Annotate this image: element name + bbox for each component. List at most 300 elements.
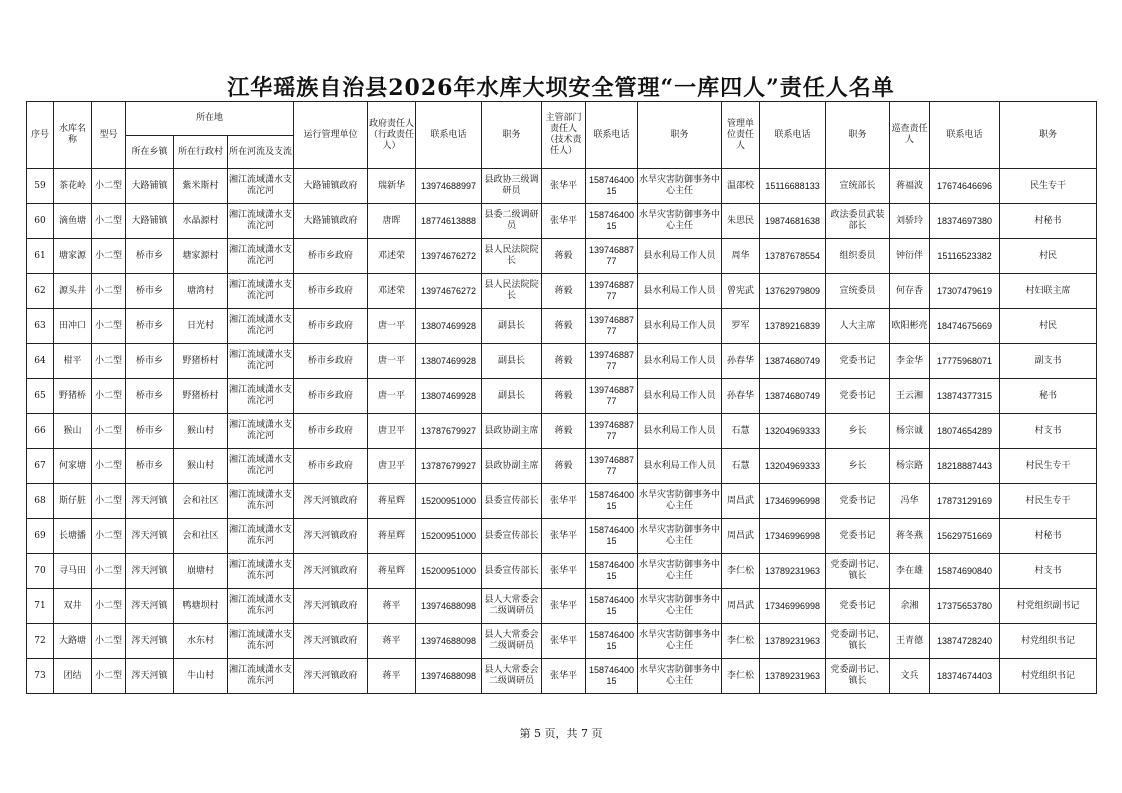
page-title: 江华瑶族自治县2026年水库大坝安全管理“一库四人”责任人名单 — [227, 75, 895, 101]
cell-patrol-title: 村支书 — [1000, 414, 1097, 449]
cell-patrol-phone: 17873129169 — [930, 484, 1000, 519]
cell-mgmt-title: 乡长 — [826, 414, 890, 449]
cell-gov-person: 蒋星辉 — [368, 484, 416, 519]
cell-tech-phone: 13974688777 — [586, 344, 638, 379]
cell-gov-phone: 15200951000 — [416, 484, 482, 519]
cell-mgmt-title: 党委书记 — [826, 344, 890, 379]
cell-patrol-title: 秘书 — [1000, 379, 1097, 414]
cell-gov-person: 瑞新华 — [368, 169, 416, 204]
cell-operating-unit: 涔天河镇政府 — [294, 659, 368, 694]
cell-river: 湘江流域潇水支流沱河 — [228, 379, 294, 414]
cell-reservoir-name: 塘家源 — [54, 239, 92, 274]
cell-gov-phone: 13974688098 — [416, 589, 482, 624]
cell-gov-title: 县委二级调研员 — [482, 204, 542, 239]
header-tech-title: 职务 — [638, 102, 722, 169]
cell-operating-unit: 涔天河镇政府 — [294, 554, 368, 589]
cell-patrol-phone: 18374697380 — [930, 204, 1000, 239]
cell-gov-title: 县人大常委会二级调研员 — [482, 589, 542, 624]
cell-village: 鸭塘坝村 — [174, 589, 228, 624]
cell-type: 小二型 — [92, 169, 126, 204]
cell-mgmt-person: 石慧 — [722, 449, 760, 484]
cell-town: 涔天河镇 — [126, 589, 174, 624]
cell-tech-phone: 13974688777 — [586, 379, 638, 414]
table-row — [27, 204, 1097, 239]
cell-reservoir-name: 大路塘 — [54, 624, 92, 659]
cell-no: 65 — [27, 379, 54, 414]
cell-patrol-phone: 15629751669 — [930, 519, 1000, 554]
cell-river: 湘江流域潇水支流沱河 — [228, 204, 294, 239]
cell-patrol-phone: 17375653780 — [930, 589, 1000, 624]
cell-type: 小二型 — [92, 344, 126, 379]
cell-no: 72 — [27, 624, 54, 659]
table-body — [27, 169, 1097, 694]
cell-mgmt-phone: 13874680749 — [760, 379, 826, 414]
cell-gov-person: 唐一平 — [368, 309, 416, 344]
cell-mgmt-person: 曾宪武 — [722, 274, 760, 309]
cell-operating-unit: 大路铺镇政府 — [294, 169, 368, 204]
cell-village: 会和社区 — [174, 519, 228, 554]
cell-gov-title: 县委宣传部长 — [482, 554, 542, 589]
cell-town: 桥市乡 — [126, 449, 174, 484]
cell-patrol-phone: 17307479619 — [930, 274, 1000, 309]
cell-type: 小二型 — [92, 274, 126, 309]
cell-patrol-person: 何存香 — [890, 274, 930, 309]
header-mgmt-title: 职务 — [826, 102, 890, 169]
cell-town: 涔天河镇 — [126, 554, 174, 589]
cell-tech-title: 水旱灾害防御事务中心主任 — [638, 624, 722, 659]
cell-town: 涔天河镇 — [126, 659, 174, 694]
cell-tech-person: 蒋毅 — [542, 344, 586, 379]
cell-gov-title: 副县长 — [482, 309, 542, 344]
cell-river: 湘江流域潇水支流沱河 — [228, 274, 294, 309]
table-row — [27, 274, 1097, 309]
header-town: 所在乡镇 — [126, 136, 174, 169]
cell-tech-title: 县水利局工作人员 — [638, 449, 722, 484]
cell-town: 桥市乡 — [126, 414, 174, 449]
responsibility-table — [26, 101, 1097, 694]
page-number: 第 5 页，共 7 页 — [519, 727, 603, 740]
cell-tech-person: 蒋毅 — [542, 274, 586, 309]
cell-village: 日光村 — [174, 309, 228, 344]
cell-gov-title: 县政协副主席 — [482, 449, 542, 484]
cell-patrol-phone: 18218887443 — [930, 449, 1000, 484]
cell-reservoir-name: 柑平 — [54, 344, 92, 379]
cell-gov-title: 县政协副主席 — [482, 414, 542, 449]
cell-type: 小二型 — [92, 449, 126, 484]
cell-mgmt-title: 党委副书记、镇长 — [826, 554, 890, 589]
cell-mgmt-phone: 13762979809 — [760, 274, 826, 309]
header-gov-phone: 联系电话 — [416, 102, 482, 169]
cell-gov-title: 县委宣传部长 — [482, 484, 542, 519]
header-patrol-phone: 联系电话 — [930, 102, 1000, 169]
cell-mgmt-title: 人大主席 — [826, 309, 890, 344]
cell-mgmt-phone: 13789231963 — [760, 624, 826, 659]
cell-tech-phone: 15874640015 — [586, 204, 638, 239]
cell-tech-person: 蒋毅 — [542, 449, 586, 484]
cell-patrol-phone: 15874690840 — [930, 554, 1000, 589]
cell-type: 小二型 — [92, 379, 126, 414]
header-tech-phone: 联系电话 — [586, 102, 638, 169]
cell-gov-person: 唐一平 — [368, 344, 416, 379]
cell-gov-phone: 15200951000 — [416, 519, 482, 554]
cell-type: 小二型 — [92, 554, 126, 589]
table-row — [27, 169, 1097, 204]
header-operating-unit: 运行管理单位 — [294, 102, 368, 169]
cell-mgmt-person: 李仁松 — [722, 624, 760, 659]
cell-reservoir-name: 茶花岭 — [54, 169, 92, 204]
cell-tech-title: 水旱灾害防御事务中心主任 — [638, 519, 722, 554]
cell-gov-person: 邓述荣 — [368, 274, 416, 309]
cell-type: 小二型 — [92, 624, 126, 659]
cell-mgmt-person: 罗军 — [722, 309, 760, 344]
cell-town: 涔天河镇 — [126, 519, 174, 554]
cell-tech-title: 县水利局工作人员 — [638, 379, 722, 414]
cell-reservoir-name: 寻马田 — [54, 554, 92, 589]
cell-no: 61 — [27, 239, 54, 274]
cell-patrol-title: 村民 — [1000, 239, 1097, 274]
cell-mgmt-phone: 15116688133 — [760, 169, 826, 204]
cell-reservoir-name: 团结 — [54, 659, 92, 694]
cell-no: 63 — [27, 309, 54, 344]
cell-no: 66 — [27, 414, 54, 449]
cell-patrol-phone: 17674646696 — [930, 169, 1000, 204]
header-mgmt-person: 管理单位责任人 — [722, 102, 760, 169]
cell-reservoir-name: 双井 — [54, 589, 92, 624]
cell-mgmt-title: 宣统委员 — [826, 274, 890, 309]
cell-tech-title: 水旱灾害防御事务中心主任 — [638, 169, 722, 204]
cell-river: 湘江流域潇水支流沱河 — [228, 344, 294, 379]
cell-mgmt-phone: 13204969333 — [760, 449, 826, 484]
cell-gov-person: 蒋星辉 — [368, 554, 416, 589]
cell-mgmt-person: 李仁松 — [722, 659, 760, 694]
cell-mgmt-person: 周华 — [722, 239, 760, 274]
cell-village: 猴山村 — [174, 449, 228, 484]
cell-village: 水晶源村 — [174, 204, 228, 239]
cell-reservoir-name: 长塘播 — [54, 519, 92, 554]
cell-mgmt-phone: 13789216839 — [760, 309, 826, 344]
cell-village: 野猪桥村 — [174, 344, 228, 379]
cell-village: 野猪桥村 — [174, 379, 228, 414]
cell-tech-phone: 15874640015 — [586, 659, 638, 694]
cell-operating-unit: 桥市乡政府 — [294, 274, 368, 309]
cell-patrol-title: 村党组织书记 — [1000, 624, 1097, 659]
cell-tech-person: 张华平 — [542, 554, 586, 589]
cell-reservoir-name: 田冲口 — [54, 309, 92, 344]
cell-patrol-person: 杨宗路 — [890, 449, 930, 484]
cell-patrol-person: 蒋福波 — [890, 169, 930, 204]
cell-mgmt-phone: 13787678554 — [760, 239, 826, 274]
cell-patrol-person: 杨宗诚 — [890, 414, 930, 449]
cell-tech-person: 张华平 — [542, 484, 586, 519]
cell-village: 水东村 — [174, 624, 228, 659]
cell-mgmt-person: 周昌武 — [722, 519, 760, 554]
cell-mgmt-title: 宣统部长 — [826, 169, 890, 204]
table-row — [27, 449, 1097, 484]
cell-patrol-title: 村党组织书记 — [1000, 659, 1097, 694]
cell-tech-title: 水旱灾害防御事务中心主任 — [638, 204, 722, 239]
cell-town: 桥市乡 — [126, 274, 174, 309]
cell-operating-unit: 桥市乡政府 — [294, 449, 368, 484]
cell-reservoir-name: 野猪桥 — [54, 379, 92, 414]
cell-patrol-person: 王青德 — [890, 624, 930, 659]
cell-patrol-phone: 18374674403 — [930, 659, 1000, 694]
cell-patrol-title: 村民生专干 — [1000, 484, 1097, 519]
cell-mgmt-person: 石慧 — [722, 414, 760, 449]
cell-village: 会和社区 — [174, 484, 228, 519]
cell-no: 59 — [27, 169, 54, 204]
cell-tech-person: 蒋毅 — [542, 239, 586, 274]
cell-gov-person: 唐卫平 — [368, 414, 416, 449]
cell-mgmt-title: 党委书记 — [826, 379, 890, 414]
cell-patrol-phone: 13874377315 — [930, 379, 1000, 414]
cell-mgmt-person: 孙春华 — [722, 379, 760, 414]
table-row — [27, 414, 1097, 449]
cell-village: 紫米斯村 — [174, 169, 228, 204]
cell-mgmt-title: 政法委员武装部长 — [826, 204, 890, 239]
cell-mgmt-person: 周昌武 — [722, 589, 760, 624]
cell-river: 湘江流域潇水支流沱河 — [228, 414, 294, 449]
cell-operating-unit: 桥市乡政府 — [294, 414, 368, 449]
cell-patrol-person: 文兵 — [890, 659, 930, 694]
cell-mgmt-phone: 17346996998 — [760, 519, 826, 554]
cell-gov-person: 蒋平 — [368, 624, 416, 659]
cell-patrol-phone: 15116523382 — [930, 239, 1000, 274]
cell-tech-phone: 13974688777 — [586, 414, 638, 449]
cell-mgmt-person: 朱思民 — [722, 204, 760, 239]
cell-no: 70 — [27, 554, 54, 589]
cell-patrol-person: 李金华 — [890, 344, 930, 379]
cell-gov-phone: 13807469928 — [416, 309, 482, 344]
cell-gov-person: 唐卫平 — [368, 449, 416, 484]
cell-village: 牛山村 — [174, 659, 228, 694]
cell-patrol-title: 民生专干 — [1000, 169, 1097, 204]
cell-gov-title: 副县长 — [482, 344, 542, 379]
cell-tech-title: 水旱灾害防御事务中心主任 — [638, 554, 722, 589]
table-row — [27, 519, 1097, 554]
cell-type: 小二型 — [92, 309, 126, 344]
cell-tech-phone: 15874640015 — [586, 589, 638, 624]
cell-town: 涔天河镇 — [126, 624, 174, 659]
cell-patrol-title: 村支书 — [1000, 554, 1097, 589]
cell-tech-phone: 13974688777 — [586, 449, 638, 484]
cell-tech-phone: 13974688777 — [586, 239, 638, 274]
cell-town: 桥市乡 — [126, 344, 174, 379]
cell-mgmt-person: 温邵校 — [722, 169, 760, 204]
cell-gov-phone: 15200951000 — [416, 554, 482, 589]
cell-town: 大路铺镇 — [126, 204, 174, 239]
cell-tech-phone: 13974688777 — [586, 274, 638, 309]
cell-reservoir-name: 猴山 — [54, 414, 92, 449]
cell-no: 71 — [27, 589, 54, 624]
cell-mgmt-title: 党委副书记、镇长 — [826, 624, 890, 659]
cell-gov-person: 邓述荣 — [368, 239, 416, 274]
cell-gov-phone: 13974688997 — [416, 169, 482, 204]
cell-patrol-title: 村党组织副书记 — [1000, 589, 1097, 624]
cell-gov-title: 副县长 — [482, 379, 542, 414]
cell-operating-unit: 桥市乡政府 — [294, 344, 368, 379]
table-row — [27, 239, 1097, 274]
cell-patrol-title: 村妇联主席 — [1000, 274, 1097, 309]
cell-tech-phone: 15874640015 — [586, 484, 638, 519]
cell-town: 涔天河镇 — [126, 484, 174, 519]
cell-mgmt-title: 党委书记 — [826, 589, 890, 624]
cell-town: 桥市乡 — [126, 379, 174, 414]
cell-river: 湘江流域潇水支流沱河 — [228, 239, 294, 274]
cell-operating-unit: 涔天河镇政府 — [294, 624, 368, 659]
cell-type: 小二型 — [92, 589, 126, 624]
header-patrol-person: 巡查责任人 — [890, 102, 930, 169]
cell-tech-title: 水旱灾害防御事务中心主任 — [638, 589, 722, 624]
cell-tech-title: 县水利局工作人员 — [638, 309, 722, 344]
cell-mgmt-title: 党委副书记、镇长 — [826, 659, 890, 694]
cell-type: 小二型 — [92, 519, 126, 554]
cell-patrol-person: 刘骄玲 — [890, 204, 930, 239]
cell-no: 68 — [27, 484, 54, 519]
cell-gov-title: 县人大常委会二级调研员 — [482, 624, 542, 659]
cell-mgmt-phone: 19874681638 — [760, 204, 826, 239]
cell-tech-person: 蒋毅 — [542, 309, 586, 344]
cell-patrol-person: 王云湘 — [890, 379, 930, 414]
cell-river: 湘江流域潇水支流东河 — [228, 589, 294, 624]
cell-patrol-person: 余湘 — [890, 589, 930, 624]
cell-gov-phone: 13974676272 — [416, 239, 482, 274]
cell-tech-phone: 15874640015 — [586, 169, 638, 204]
cell-tech-person: 张华平 — [542, 589, 586, 624]
cell-mgmt-phone: 13789231963 — [760, 659, 826, 694]
cell-operating-unit: 涔天河镇政府 — [294, 589, 368, 624]
cell-river: 湘江流域潇水支流沱河 — [228, 309, 294, 344]
cell-town: 桥市乡 — [126, 309, 174, 344]
cell-mgmt-phone: 13204969333 — [760, 414, 826, 449]
cell-gov-person: 蒋星辉 — [368, 519, 416, 554]
cell-operating-unit: 桥市乡政府 — [294, 239, 368, 274]
cell-gov-phone: 13787679927 — [416, 449, 482, 484]
cell-town: 大路铺镇 — [126, 169, 174, 204]
cell-patrol-title: 村秘书 — [1000, 519, 1097, 554]
cell-patrol-person: 李在雄 — [890, 554, 930, 589]
cell-tech-person: 蒋毅 — [542, 414, 586, 449]
cell-patrol-title: 副支书 — [1000, 344, 1097, 379]
cell-mgmt-title: 乡长 — [826, 449, 890, 484]
cell-gov-person: 蒋平 — [368, 659, 416, 694]
cell-mgmt-title: 组织委员 — [826, 239, 890, 274]
cell-mgmt-title: 党委书记 — [826, 519, 890, 554]
cell-gov-phone: 13807469928 — [416, 379, 482, 414]
cell-type: 小二型 — [92, 659, 126, 694]
header-patrol-title: 职务 — [1000, 102, 1097, 169]
header-river: 所在河流及支流 — [228, 136, 294, 169]
table-row — [27, 624, 1097, 659]
header-village: 所在行政村 — [174, 136, 228, 169]
cell-operating-unit: 大路铺镇政府 — [294, 204, 368, 239]
cell-tech-person: 张华平 — [542, 659, 586, 694]
cell-tech-phone: 13974688777 — [586, 309, 638, 344]
cell-operating-unit: 桥市乡政府 — [294, 379, 368, 414]
cell-tech-title: 县水利局工作人员 — [638, 414, 722, 449]
cell-village: 崩塘村 — [174, 554, 228, 589]
cell-tech-person: 蒋毅 — [542, 379, 586, 414]
cell-gov-title: 县人民法院院长 — [482, 274, 542, 309]
cell-type: 小二型 — [92, 484, 126, 519]
cell-mgmt-title: 党委书记 — [826, 484, 890, 519]
header-type: 型号 — [92, 102, 126, 169]
cell-gov-title: 县委宣传部长 — [482, 519, 542, 554]
cell-type: 小二型 — [92, 204, 126, 239]
cell-reservoir-name: 滴鱼塘 — [54, 204, 92, 239]
cell-river: 湘江流域潇水支流东河 — [228, 484, 294, 519]
cell-reservoir-name: 源头井 — [54, 274, 92, 309]
header-tech-person: 主管部门责任人（技术责任人） — [542, 102, 586, 169]
cell-patrol-person: 冯华 — [890, 484, 930, 519]
cell-mgmt-person: 孙春华 — [722, 344, 760, 379]
cell-tech-phone: 15874640015 — [586, 554, 638, 589]
cell-patrol-person: 欧阳彬亮 — [890, 309, 930, 344]
cell-tech-phone: 15874640015 — [586, 519, 638, 554]
cell-river: 湘江流域潇水支流东河 — [228, 519, 294, 554]
cell-patrol-phone: 18474675669 — [930, 309, 1000, 344]
cell-mgmt-phone: 13874680749 — [760, 344, 826, 379]
cell-tech-title: 水旱灾害防御事务中心主任 — [638, 659, 722, 694]
cell-gov-phone: 13974688098 — [416, 659, 482, 694]
cell-operating-unit: 涔天河镇政府 — [294, 484, 368, 519]
cell-tech-title: 县水利局工作人员 — [638, 239, 722, 274]
cell-patrol-phone: 17775968071 — [930, 344, 1000, 379]
cell-gov-phone: 18774613888 — [416, 204, 482, 239]
cell-village: 塘家源村 — [174, 239, 228, 274]
cell-operating-unit: 涔天河镇政府 — [294, 519, 368, 554]
cell-operating-unit: 桥市乡政府 — [294, 309, 368, 344]
cell-tech-person: 张华平 — [542, 624, 586, 659]
table-row — [27, 589, 1097, 624]
cell-mgmt-person: 周昌武 — [722, 484, 760, 519]
cell-patrol-title: 村民 — [1000, 309, 1097, 344]
table-row — [27, 484, 1097, 519]
cell-patrol-person: 钟衍伴 — [890, 239, 930, 274]
cell-gov-person: 唐晖 — [368, 204, 416, 239]
table-row — [27, 309, 1097, 344]
cell-patrol-title: 村民生专干 — [1000, 449, 1097, 484]
cell-no: 60 — [27, 204, 54, 239]
table-row — [27, 344, 1097, 379]
table-row — [27, 554, 1097, 589]
header-gov-title: 职务 — [482, 102, 542, 169]
header-location: 所在地 — [126, 102, 294, 136]
cell-town: 桥市乡 — [126, 239, 174, 274]
table-row — [27, 659, 1097, 694]
cell-no: 62 — [27, 274, 54, 309]
cell-reservoir-name: 斯仔脏 — [54, 484, 92, 519]
cell-tech-person: 张华平 — [542, 169, 586, 204]
cell-tech-phone: 15874640015 — [586, 624, 638, 659]
cell-patrol-person: 蒋冬燕 — [890, 519, 930, 554]
cell-type: 小二型 — [92, 414, 126, 449]
cell-gov-phone: 13787679927 — [416, 414, 482, 449]
cell-gov-title: 县政协三级调研员 — [482, 169, 542, 204]
cell-mgmt-person: 李仁松 — [722, 554, 760, 589]
table-row — [27, 379, 1097, 414]
cell-tech-title: 水旱灾害防御事务中心主任 — [638, 484, 722, 519]
cell-reservoir-name: 何家塘 — [54, 449, 92, 484]
cell-gov-person: 唐一平 — [368, 379, 416, 414]
cell-no: 64 — [27, 344, 54, 379]
cell-tech-title: 县水利局工作人员 — [638, 344, 722, 379]
cell-gov-phone: 13974688098 — [416, 624, 482, 659]
cell-gov-phone: 13807469928 — [416, 344, 482, 379]
cell-tech-title: 县水利局工作人员 — [638, 274, 722, 309]
cell-patrol-phone: 18074654289 — [930, 414, 1000, 449]
cell-village: 猴山村 — [174, 414, 228, 449]
header-gov-person: 政府责任人（行政责任人） — [368, 102, 416, 169]
